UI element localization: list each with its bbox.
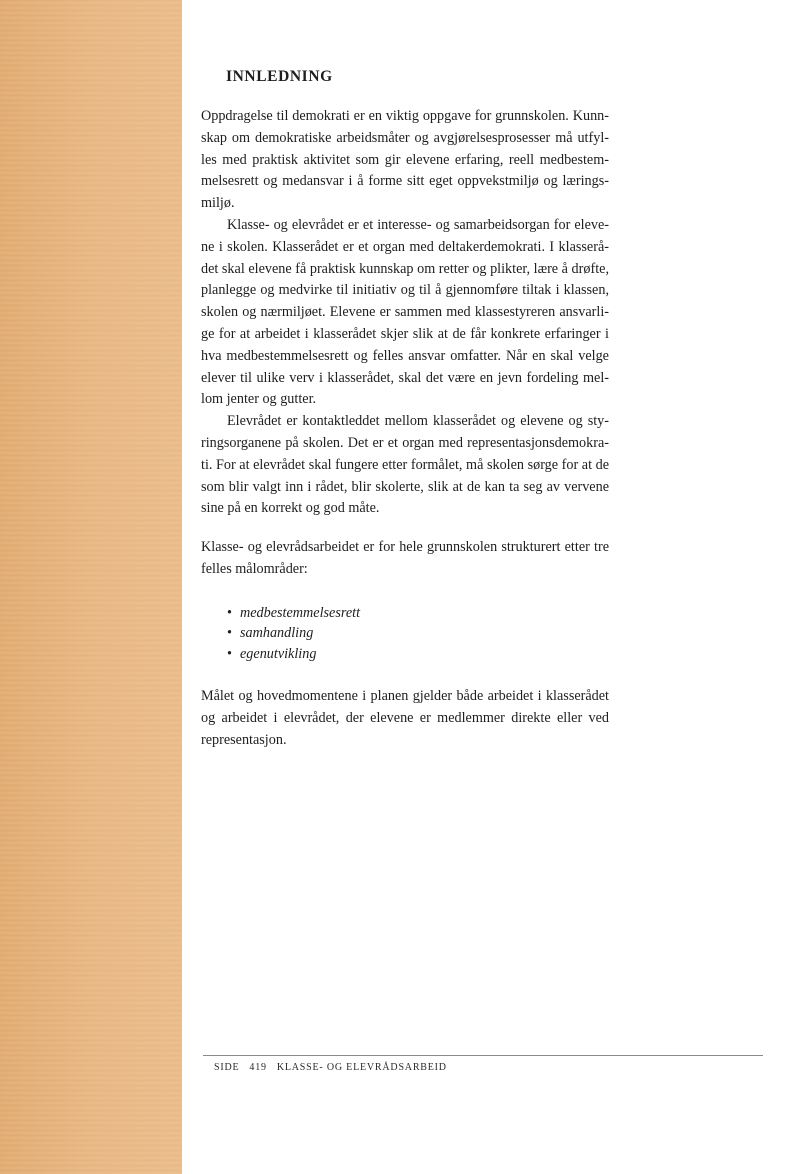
decorative-side-band	[0, 0, 182, 1174]
footer-side-label: SIDE	[214, 1062, 240, 1073]
list-item: • medbestemmelsesrett	[227, 603, 609, 624]
page-footer	[214, 1062, 457, 1073]
paragraph-3: Elevrådet er kontaktleddet mellom klasserådet og elevene og styringsorganene på skolen. Det er et organ med representasjonsdemokrati. For at elevrådet skal fungere etter formålet, må skolen sørge for at de som blir valgt inn i rådet, blir skolerte, slik at de kan ta seg av vervene sine på en korrekt og god måte.	[201, 413, 609, 517]
goal-area-list	[227, 603, 609, 665]
page-heading: INNLEDNING	[226, 68, 333, 85]
footer-page-number: 419	[249, 1062, 267, 1073]
list-item: • samhandling	[227, 623, 609, 644]
footer-section-title: KLASSE- OG ELEVRÅDSARBEID	[276, 1062, 447, 1073]
footer-divider	[203, 1055, 763, 1056]
list-item: • egenutvikling	[227, 644, 609, 665]
main-content	[201, 66, 609, 752]
paragraph-2: Klasse- og elevrådet er et interesse- og samarbeidsorgan for elevene i skolen. Klasserådet er et organ med deltakerdemokrati. I klasserådet skal elevene få praktisk kunnskap om retter og plikter, lære å drøfte, planlegge og medvirke til initiativ og til å gjennomføre tiltak i klassen, skolen og nærmiljøet. Elevene er sammen med klassestyreren ansvarlige for at arbeidet i klasserådet skjer slik at de får konkrete erfaringer i hva medbestemmelsesrett og felles ansvar omfatter. Når en skal velge elever til ulike verv i klasserådet, skal det være en jevn fordeling mellom jenter og gutter.	[201, 216, 609, 408]
paragraph-1: Oppdragelse til demokrati er en viktig oppgave for grunnskolen. Kunnskap om demokratiske arbeidsmåter og avgjørelsesprosesser må utfylles med praktisk aktivitet som gir elevene erfaring, reell medbestemmelsesrett og medansvar i å forme sitt eget oppvekstmiljø og læringsmiljø.	[201, 108, 609, 212]
paragraph-5: Målet og hovedmomentene i planen gjelder både arbeidet i klasserådet og arbeidet i elevrådet, der elevene er medlemmer direkte eller ved representasjon.	[201, 688, 609, 748]
paragraph-4: Klasse- og elevrådsarbeidet er for hele grunnskolen strukturert etter tre felles målområder:	[201, 539, 609, 577]
